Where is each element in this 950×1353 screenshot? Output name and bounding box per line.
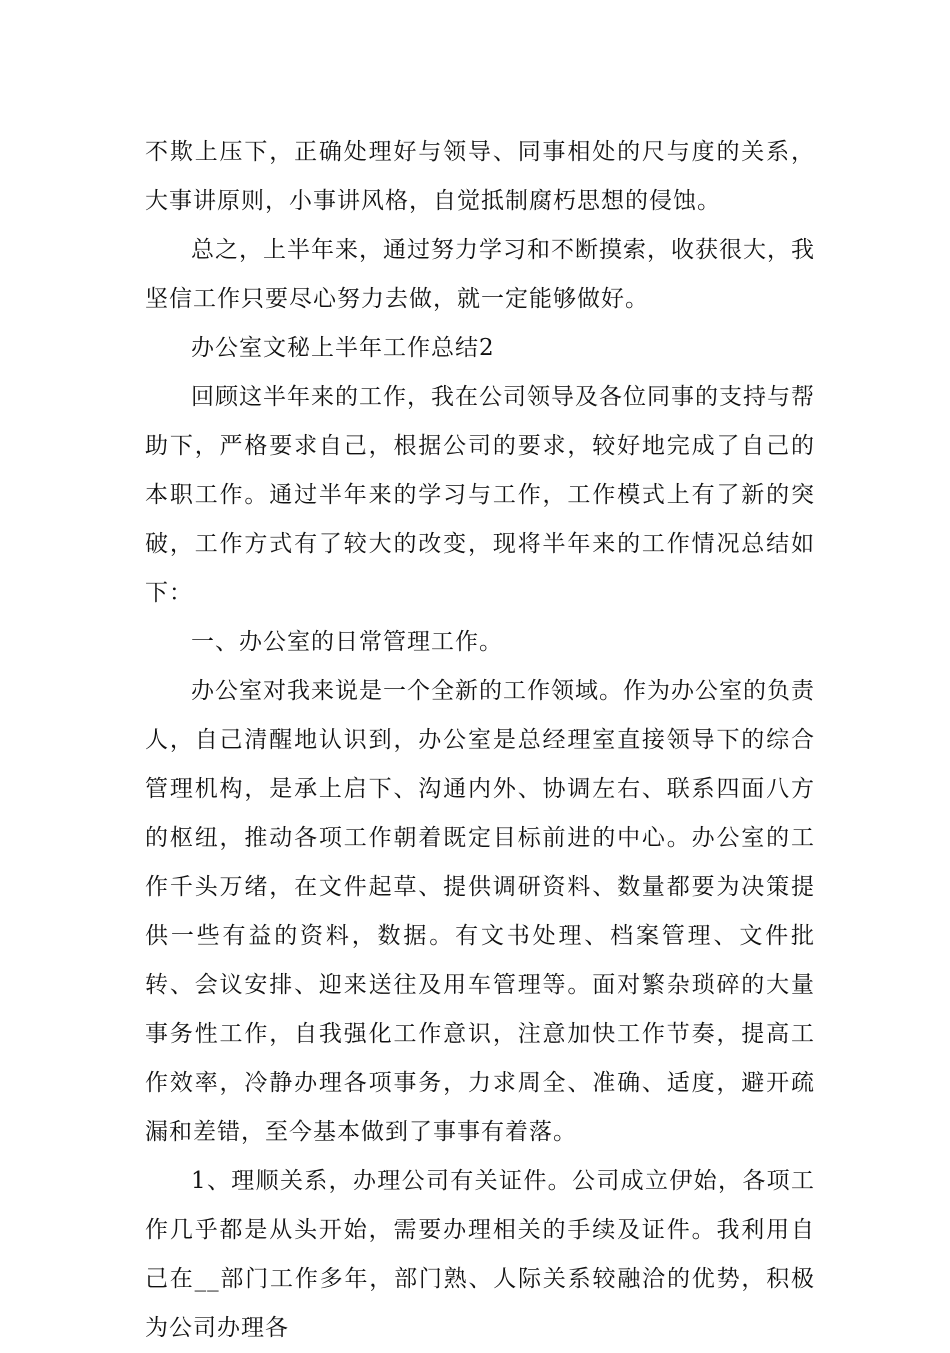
section-heading: 一、办公室的日常管理工作。: [191, 629, 503, 655]
paragraph: 回顾这半年来的工作，我在公司领导及各位同事的支持与帮助下，严格要求自己，根据公司的要求，较好地完成了自己的本职工作。通过半年来的学习与工作，工作模式上有了新的突破，工作方式有了较大的改变，现将半年来的工作情况总结如下：: [145, 384, 815, 606]
paragraph: 办公室对我来说是一个全新的工作领域。作为办公室的负责人，自己清醒地认识到，办公室是总经理室直接领导下的综合管理机构，是承上启下、沟通内外、协调左右、联系四面八方的枢纽，推动各项工作朝着既定目标前进的中心。办公室的工作千头万绪，在文件起草、提供调研资料、数量都要为决策提供一些有益的资料，数据。有文书处理、档案管理、文件批转、会议安排、迎来送往及用车管理等。面对繁杂琐碎的大量事务性工作，自我强化工作意识，注意加快工作节奏，提高工作效率，冷静办理各项事务，力求周全、准确、适度，避开疏漏和差错，至今基本做到了事事有着落。: [145, 678, 815, 1145]
paragraph: 不欺上压下，正确处理好与领导、同事相处的尺与度的关系，大事讲原则，小事讲风格，自觉抵制腐朽思想的侵蚀。: [145, 139, 815, 214]
paragraph: 总之，上半年来，通过努力学习和不断摸索，收获很大，我坚信工作只要尽心努力去做，就一定能够做好。: [145, 237, 815, 312]
document-body: [145, 128, 815, 1353]
paragraph: 1、理顺关系，办理公司有关证件。公司成立伊始，各项工作几乎都是从头开始，需要办理相关的手续及证件。我利用自己在__部门工作多年，部门熟、人际关系较融洽的优势，积极为公司办理各: [145, 1168, 815, 1341]
section-title: 办公室文秘上半年工作总结2: [191, 335, 495, 361]
